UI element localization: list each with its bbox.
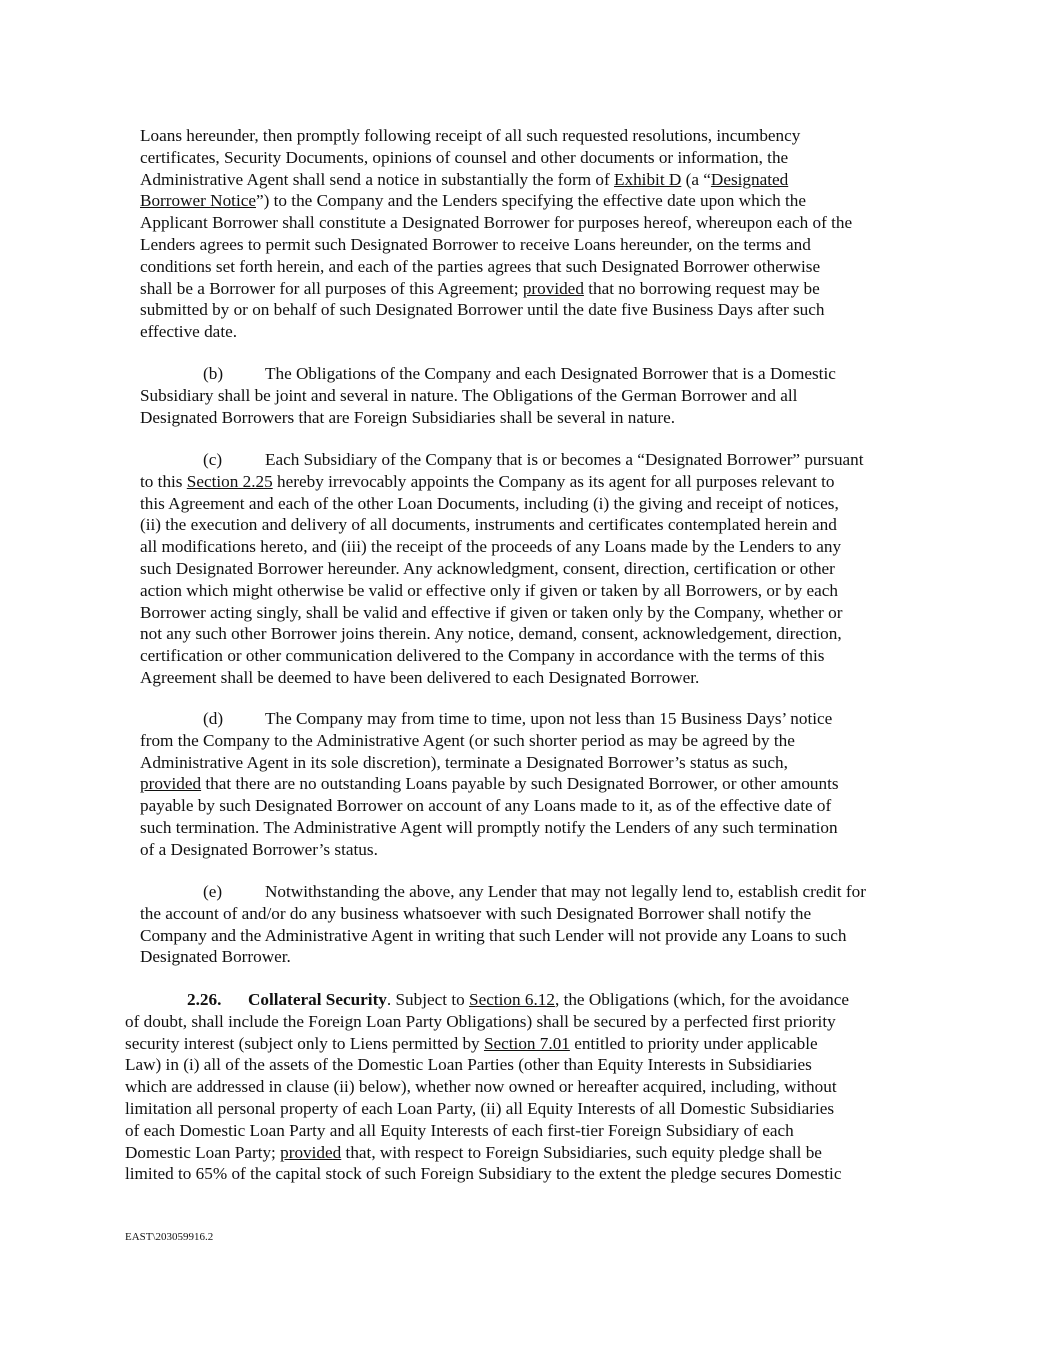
- subparagraph-label: (e): [203, 882, 223, 901]
- text-line: Administrative Agent in its sole discretion), terminate a Designated Borrower’s status as such,: [140, 752, 788, 772]
- section-number: 2.26.: [187, 990, 222, 1009]
- text-line: Subsidiary shall be joint and several in nature. The Obligations of the German Borrower and all: [140, 385, 798, 405]
- text-line: (d) The Company may from time to time, upon not less than 15 Business Days’ notice: [203, 709, 833, 728]
- text-line: Designated Borrowers that are Foreign Subsidiaries shall be several in nature.: [140, 407, 676, 427]
- cross-reference-link: Designated: [710, 169, 789, 189]
- text-line: action which might otherwise be valid or effective only if given or taken by all Borrowers, or by each: [140, 580, 838, 600]
- text-line: Applicant Borrower shall constitute a Designated Borrower for purposes hereof, whereupon each of the: [140, 213, 853, 233]
- text-line: of doubt, shall include the Foreign Loan Party Obligations) shall be secured by a perfected first priority: [125, 1011, 836, 1031]
- text-line: Law) in (i) all of the assets of the Domestic Loan Parties (other than Equity Interests in Subsidiaries: [125, 1055, 812, 1075]
- text-line: Company and the Administrative Agent in writing that such Lender will not provide any Loans to such: [140, 925, 847, 945]
- subparagraph-label: (d): [203, 709, 224, 728]
- section-heading: Collateral Security: [248, 990, 387, 1009]
- text-line: effective date.: [140, 322, 238, 342]
- cross-reference-link: provided: [522, 278, 584, 298]
- subparagraph-label: (c): [203, 450, 223, 469]
- text-line: Loans hereunder, then promptly following receipt of all such requested resolutions, incumbency: [140, 126, 801, 145]
- text-line: (b) The Obligations of the Company and each Designated Borrower that is a Domestic: [203, 364, 836, 383]
- text-line: Borrower acting singly, shall be valid and effective if given or taken only by the Company, whether or: [140, 602, 843, 622]
- section-2-26: [125, 989, 849, 1185]
- cross-reference-link: Section 6.12: [469, 990, 555, 1009]
- cross-reference-link: Exhibit D: [614, 169, 682, 189]
- text-line: certificates, Security Documents, opinions of counsel and other documents or information, the: [140, 147, 789, 167]
- text-line: 2.26. Collateral Security. Subject to Section 6.12, the Obligations (which, for the avoidance: [187, 990, 849, 1009]
- text-line: payable by such Designated Borrower on account of any Loans made to it, as of the effective date of: [140, 796, 832, 816]
- cross-reference-link: Borrower Notice: [140, 191, 256, 211]
- text-line: provided that there are no outstanding Loans payable by such Designated Borrower, or other amounts: [140, 774, 839, 794]
- subparagraph-label: (b): [203, 364, 224, 383]
- cross-reference-link: Section 7.01: [483, 1033, 570, 1053]
- text-line: Agreement shall be deemed to have been delivered to each Designated Borrower.: [140, 667, 700, 687]
- text-line: Borrower Notice”) to the Company and the Lenders specifying the effective date upon which the: [140, 191, 806, 211]
- cross-reference-link: Section 2.25: [186, 471, 273, 491]
- text-line: submitted by or on behalf of such Designated Borrower until the date five Business Days after such: [140, 300, 825, 320]
- text-line: to this Section 2.25 hereby irrevocably appoints the Company as its agent for all purposes relevant to: [140, 471, 835, 491]
- text-line: (e) Notwithstanding the above, any Lender that may not legally lend to, establish credit for: [203, 882, 866, 901]
- text-line: this Agreement and each of the other Loan Documents, including (i) the giving and receipt of notices,: [140, 493, 839, 513]
- text-line: of each Domestic Loan Party and all Equity Interests of each first-tier Foreign Subsidiary of each: [125, 1120, 794, 1140]
- text-line: such termination. The Administrative Agent will promptly notify the Lenders of any such termination: [140, 817, 838, 837]
- paragraph-a-continued: [140, 125, 852, 343]
- text-line: certification or other communication delivered to the Company in accordance with the terms of this: [140, 646, 825, 666]
- paragraph-c: [140, 449, 864, 689]
- text-line: Administrative Agent shall send a notice in substantially the form of Exhibit D (a “Designated: [140, 169, 789, 189]
- cross-reference-link: provided: [140, 774, 202, 794]
- text-line: security interest (subject only to Liens permitted by Section 7.01 entitled to priority under applicable: [125, 1033, 818, 1053]
- text-line: not any such other Borrower joins therein. Any notice, demand, consent, acknowledgement, direction,: [140, 624, 842, 644]
- text-line: Domestic Loan Party; provided that, with respect to Foreign Subsidiaries, such equity pledge shall be: [125, 1142, 822, 1162]
- text-line: such Designated Borrower hereunder. Any acknowledgment, consent, direction, certification or other: [140, 558, 835, 578]
- text-line: all modifications hereto, and (iii) the receipt of the proceeds of any Loans made by the Lenders to any: [140, 537, 842, 557]
- paragraph-b: [140, 363, 836, 428]
- text-line: Lenders agrees to permit such Designated Borrower to receive Loans hereunder, on the terms and: [140, 234, 811, 254]
- text-line: shall be a Borrower for all purposes of this Agreement; provided that no borrowing request may be: [140, 278, 820, 298]
- text-line: (c) Each Subsidiary of the Company that is or becomes a “Designated Borrower” pursuant: [203, 450, 864, 469]
- text-line: limitation all personal property of each Loan Party, (ii) all Equity Interests of all Domestic Subsidiaries: [125, 1098, 835, 1118]
- cross-reference-link: provided: [280, 1142, 342, 1162]
- document-footer-id: EAST\203059916.2: [125, 1231, 214, 1243]
- text-line: from the Company to the Administrative Agent (or such shorter period as may be agreed by the: [140, 730, 795, 750]
- text-line: the account of and/or do any business whatsoever with such Designated Borrower shall notify the: [140, 903, 812, 923]
- text-line: which are addressed in clause (ii) below), whether now owned or hereafter acquired, including, without: [125, 1077, 837, 1097]
- text-line: Designated Borrower.: [140, 947, 291, 967]
- paragraph-e: [140, 881, 866, 968]
- text-line: (ii) the execution and delivery of all documents, instruments and certificates contemplated herein and: [140, 515, 837, 535]
- text-line: conditions set forth herein, and each of the parties agrees that such Designated Borrower otherwise: [140, 256, 821, 276]
- text-line: limited to 65% of the capital stock of such Foreign Subsidiary to the extent the pledge secures Domestic: [125, 1164, 842, 1184]
- paragraph-d: [140, 708, 839, 861]
- text-line: of a Designated Borrower’s status.: [140, 839, 378, 859]
